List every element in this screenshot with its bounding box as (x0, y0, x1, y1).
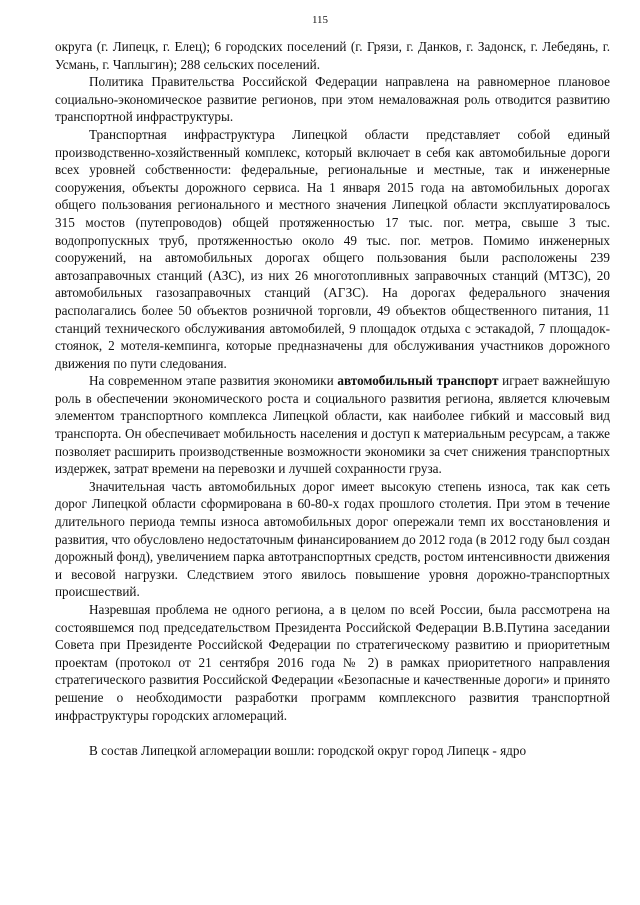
paragraph-agglomeration: В состав Липецкой агломерации вошли: городской округ город Липецк - ядро (89, 742, 527, 758)
paragraph-transport-infrastructure: Транспортная инфраструктура Липецкой области представляет собой единый производственно-хозяйственный комплекс, который включает в себя как автомобильные дороги всех уровней собственности: федеральные, региональные и местные, так и инженерные сооружения, объекты дорожного сервиса. На 1 января 2015 года на автомобильных дорогах общего пользования регионального и местного значения Липецкой области эксплуатировалось 315 мостов (путепроводов) общей протяженностью 17 тыс. пог. метра, свыше 3 тыс. водопропускных труб, протяженностью около 49 тыс. пог. метров. Помимо инженерных сооружений, на автомобильных дорогах общего пользования были расположены 239 автозаправочных станций (АЗС), из них 26 многотопливных заправочных станций (МТЗС), 20 автомобильных газозаправочных станций (АГЗС). На дорогах федерального значения располагались более 50 объектов розничной торговли, 49 объектов общественного питания, 11 станций технического обслуживания автомобилей, 9 площадок отдыха с эстакадой, 7 площадок-стоянок, 2 мотеля-кемпинга, которые предназначены для обслуживания участников дорожного движения по пути следования. (55, 126, 610, 371)
paragraph-road-transport-role-rest: играет важнейшую роль в обеспечении экономического роста и социального развития региона, является ключевым элементом транспортного комплекса Липецкой области, как наиболее гибкий и массовый вид транспорта. Он обеспечивает мобильность населения и доступ к материальным ресурсам, а также позволяет расширить производственные возможности экономики за счет снижения транспортных издержек, затрат времени на перевозки и лучшей сохранности груза. (55, 373, 610, 477)
paragraph-road-wear: Значительная часть автомобильных дорог имеет высокую степень износа, так как сеть дорог Липецкой области сформирована в 60-80-х годах прошлого столетия. При этом в течение длительного периода темпы износа автомобильных дорог опережали темп их восстановления и развития, что обусловлено недостаточным финансированием до 2012 года (в 2012 году был создан дорожный фонд), увеличением парка автотранспортных средств, ростом интенсивности движения и весовой нагрузки. Следствием этого явилось повышение уровня дорожно-транспортных происшествий. (55, 478, 610, 600)
bold-term-road-transport: автомобильный транспорт (337, 373, 499, 389)
paragraph-government-policy: Политика Правительства Российской Федерации направлена на равномерное плановое социально-экономическое развитие регионов, при этом немаловажная роль отводится развитию транспортной инфраструктуры. (55, 74, 610, 125)
paragraph-presidential-council: Назревшая проблема не одного региона, а в целом по всей России, была рассмотрена на состоявшемся под председательством Президента Российской Федерации В.В.Путина заседании Совета при Президенте Российской Федерации по стратегическому развитию и приоритетным проектам (протокол от 21 сентября 2016 года № 2) в рамках приоритетного направления стратегического развития Российской Федерации «Безопасные и качественные дороги» и принято решение о необходимости разработки программ комплексного развития транспортной инфраструктуры городских агломераций. (55, 602, 610, 723)
page-number: 115 (311, 14, 329, 26)
paragraph-municipalities: округа (г. Липецк, г. Елец); 6 городских поселений (г. Грязи, г. Данков, г. Задонск, г. Лебедянь, г. Усмань, г. Чаплыгин); 288 сельских поселений. (55, 39, 610, 72)
paragraph-road-transport-role (55, 372, 610, 478)
document-body (55, 38, 610, 759)
paragraph-road-transport-role-lead: На современном этапе развития экономики (89, 373, 338, 389)
